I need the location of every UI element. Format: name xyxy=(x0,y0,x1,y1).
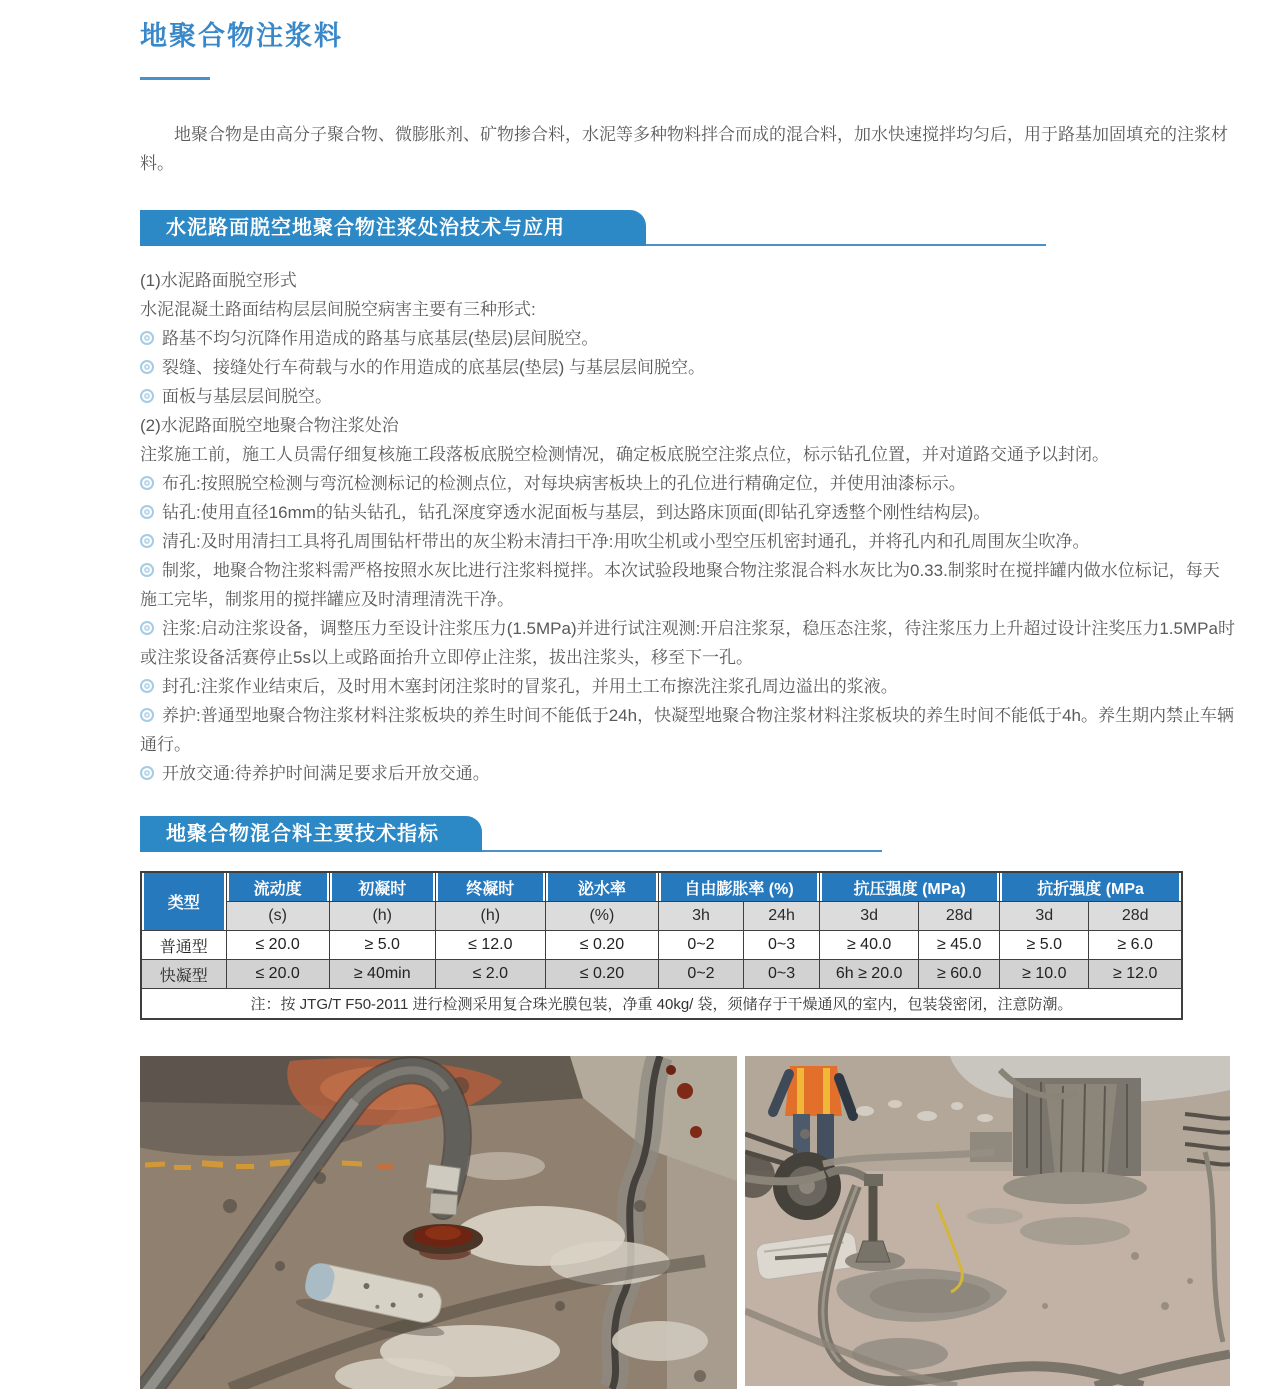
table-cell: ≥ 12.0 xyxy=(1089,960,1182,989)
paragraph xyxy=(140,411,1235,440)
photo-row xyxy=(140,1056,1232,1389)
table-cell: ≥ 10.0 xyxy=(1000,960,1089,989)
col-header: 终凝时 xyxy=(435,872,545,902)
bullet-text: 注浆:启动注浆设备，调整压力至设计注浆压力(1.5MPa)并进行试注观测:开启注浆泵，稳压态注浆，待注浆压力上升超过设计注奖压力1.5MPa时或注浆设备活赛停止5s以上或路面抬升立即停止注浆，拔出注浆头，移至下一孔。 xyxy=(140,619,1235,667)
table-cell: ≤ 0.20 xyxy=(545,931,658,960)
bullet-text: 布孔:按照脱空检测与弯沉检测标记的检测点位，对每块病害板块上的孔位进行精确定位，并使用油漆标示。 xyxy=(162,474,966,493)
bullet-text: 清孔:及时用清扫工具将孔周围钻杆带出的灰尘粉末清扫干净:用吹尘机或小型空压机密封通孔，并将孔内和孔周围灰尘吹净。 xyxy=(162,532,1090,551)
col-subheader: 3d xyxy=(820,902,919,931)
col-header: 流动度 xyxy=(226,872,329,902)
ring-bullet-icon xyxy=(140,621,154,635)
col-subheader: (h) xyxy=(329,902,435,931)
grout-site-photo xyxy=(745,1056,1230,1386)
col-subheader: 3d xyxy=(1000,902,1089,931)
col-header: 泌水率 xyxy=(545,872,658,902)
row-type-cell: 普通型 xyxy=(141,931,226,960)
table-cell: ≥ 6.0 xyxy=(1089,931,1182,960)
col-subheader: 3h xyxy=(658,902,743,931)
ring-bullet-icon xyxy=(140,563,154,577)
ring-bullet-icon xyxy=(140,331,154,345)
col-subheader: 28d xyxy=(1089,902,1182,931)
section2-banner xyxy=(140,816,482,852)
table-cell: ≤ 2.0 xyxy=(435,960,545,989)
bullet-item xyxy=(140,701,1235,759)
table-cell: ≥ 45.0 xyxy=(919,931,1000,960)
page-content xyxy=(140,14,1235,1389)
col-header: 初凝时 xyxy=(329,872,435,902)
col-subheader: (s) xyxy=(226,902,329,931)
bullet-item xyxy=(140,672,1235,701)
table-note-row xyxy=(141,989,1182,1020)
bullet-item xyxy=(140,527,1235,556)
ring-bullet-icon xyxy=(140,476,154,490)
bullet-text: 钻孔:使用直径16mm的钻头钻孔，钻孔深度穿透水泥面板与基层，到达路床顶面(即钻孔穿透整个刚性结构层)。 xyxy=(162,503,991,522)
col-subheader: (%) xyxy=(545,902,658,931)
col-subheader: 24h xyxy=(744,902,820,931)
table-cell: 0~3 xyxy=(744,960,820,989)
section1-banner xyxy=(140,210,646,246)
table-note: 注：按 JTG/T F50-2011 进行检测采用复合珠光膜包装，净重 40kg/ 袋，须储存于干燥通风的室内，包装袋密闭，注意防潮。 xyxy=(141,989,1182,1020)
table-cell: ≥ 40.0 xyxy=(820,931,919,960)
table-row xyxy=(141,960,1182,989)
col-subheader: 28d xyxy=(919,902,1000,931)
paragraph-text: 水泥混凝土路面结构层层间脱空病害主要有三种形式: xyxy=(140,300,536,319)
bullet-text: 开放交通:待养护时间满足要求后开放交通。 xyxy=(162,764,490,783)
intro-paragraph: 地聚合物是由高分子聚合物、微膨胀剂、矿物掺合料，水泥等多种物料拌合而成的混合料，加水快速搅拌均匀后，用于路基加固填充的注浆材料。 xyxy=(140,125,1228,173)
paragraph xyxy=(140,440,1235,469)
bullet-item xyxy=(140,498,1235,527)
bullet-text: 养护:普通型地聚合物注浆材料注浆板块的养生时间不能低于24h，快凝型地聚合物注浆材料注浆板块的养生时间不能低于4h。养生期内禁止车辆通行。 xyxy=(140,706,1234,754)
table-cell: 0~2 xyxy=(658,960,743,989)
row-type-cell: 快凝型 xyxy=(141,960,226,989)
bullet-item xyxy=(140,614,1235,672)
col-header-group: 自由膨胀率 (%) xyxy=(658,872,819,902)
table-cell: ≤ 12.0 xyxy=(435,931,545,960)
title-underline xyxy=(140,77,210,80)
col-subheader: (h) xyxy=(435,902,545,931)
bullet-item xyxy=(140,556,1235,614)
bullet-item xyxy=(140,759,1235,788)
bullet-item xyxy=(140,324,1235,353)
ring-bullet-icon xyxy=(140,766,154,780)
bullet-text: 封孔:注浆作业结束后，及时用木塞封闭注浆时的冒浆孔，并用土工布擦洗注浆孔周边溢出的浆液。 xyxy=(162,677,898,696)
bullet-text: 裂缝、接缝处行车荷载与水的作用造成的底基层(垫层) 与基层层间脱空。 xyxy=(162,358,706,377)
table-cell: ≤ 0.20 xyxy=(545,960,658,989)
ring-bullet-icon xyxy=(140,534,154,548)
section1-body xyxy=(140,266,1235,788)
table-cell: ≥ 60.0 xyxy=(919,960,1000,989)
table-cell: ≤ 20.0 xyxy=(226,960,329,989)
table-cell: 6h ≥ 20.0 xyxy=(820,960,919,989)
table-cell: 0~2 xyxy=(658,931,743,960)
ring-bullet-icon xyxy=(140,679,154,693)
bullet-text: 制浆，地聚合物注浆料需严格按照水灰比进行注浆料搅拌。本次试验段地聚合物注浆混合料水灰比为0.33.制浆时在搅拌罐内做水位标记，每天施工完毕，制浆用的搅拌罐应及时清理清洗干净。 xyxy=(140,561,1220,609)
bullet-item xyxy=(140,469,1235,498)
paragraph xyxy=(140,266,1235,295)
section1-heading: 水泥路面脱空地聚合物注浆处治技术与应用 xyxy=(166,217,565,239)
bullet-item xyxy=(140,353,1235,382)
table-cell: ≥ 5.0 xyxy=(329,931,435,960)
bullet-text: 路基不均匀沉降作用造成的路基与底基层(垫层)层间脱空。 xyxy=(162,329,599,348)
col-header-group: 抗折强度 (MPa xyxy=(1000,872,1182,902)
ring-bullet-icon xyxy=(140,389,154,403)
paragraph-text: 注浆施工前，施工人员需仔细复核施工段落板底脱空检测情况，确定板底脱空注浆点位，标示钻孔位置，并对道路交通予以封闭。 xyxy=(140,445,1109,464)
paragraph-text: (2)水泥路面脱空地聚合物注浆处治 xyxy=(140,416,399,435)
col-header-type: 类型 xyxy=(141,872,226,931)
ring-bullet-icon xyxy=(140,505,154,519)
section2-heading: 地聚合物混合料主要技术指标 xyxy=(166,823,439,845)
col-header-group: 抗压强度 (MPa) xyxy=(820,872,1000,902)
page-title: 地聚合物注浆料 xyxy=(140,21,343,51)
paragraph-text: (1)水泥路面脱空形式 xyxy=(140,271,297,290)
paragraph xyxy=(140,295,1235,324)
table-cell: ≤ 20.0 xyxy=(226,931,329,960)
table-cell: ≥ 5.0 xyxy=(1000,931,1089,960)
table-row xyxy=(141,931,1182,960)
bullet-text: 面板与基层层间脱空。 xyxy=(162,387,332,406)
grout-hose-photo xyxy=(140,1056,737,1389)
spec-table xyxy=(140,871,1183,1020)
table-cell: 0~3 xyxy=(744,931,820,960)
ring-bullet-icon xyxy=(140,708,154,722)
table-cell: ≥ 40min xyxy=(329,960,435,989)
ring-bullet-icon xyxy=(140,360,154,374)
bullet-item xyxy=(140,382,1235,411)
